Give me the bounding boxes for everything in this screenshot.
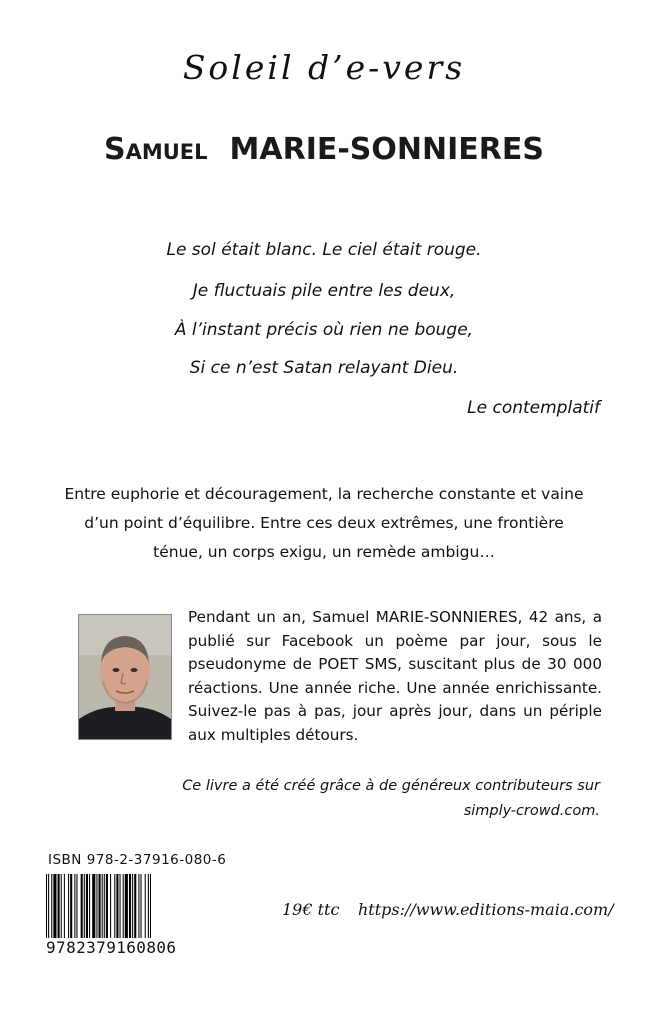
author-name	[0, 132, 648, 167]
poem-line: Si ce n’est Satan relayant Dieu.	[189, 358, 459, 378]
author-portrait-image	[79, 615, 171, 739]
credits-note	[150, 774, 600, 824]
isbn-number: ISBN 978-2-37916-080-6	[48, 852, 227, 868]
poem-line: Le sol était blanc. Le ciel était rouge.	[166, 240, 482, 260]
author-biography: Pendant un an, Samuel MARIE-SONNIERES, 42 ans, a publié sur Facebook un poème par jour, sous le pseudonyme de POET SMS, suscitant plus de 30 000 réactions. Une année riche. Une année enrichissante. Suivez-le pas à pas, jour après jour, dans un périple aux multiples détours.	[188, 608, 602, 744]
poem-signature: Le contemplatif	[467, 398, 600, 418]
publisher-website[interactable]: https://www.editions-maia.com/	[358, 900, 614, 919]
back-cover-blurb: Entre euphorie et découragement, la recherche constante et vaine d’un point d’équilibre. Entre ces deux extrêmes, une frontière ténue, un corps exigu, un remède ambigu…	[64, 485, 584, 561]
barcode-digits: 9782379160806	[46, 938, 192, 957]
book-title: Soleil d’e-vers	[182, 48, 466, 87]
credits-line: Ce livre a été créé grâce à de généreux contributeurs sur	[182, 778, 600, 794]
credits-link: simply-crowd.com.	[463, 803, 600, 819]
price: 19€ ttc	[282, 900, 340, 919]
author-photo	[78, 614, 172, 740]
author-last-name: MARIE-SONNIERES	[229, 132, 544, 167]
poem-line: Je fluctuais pile entre les deux,	[192, 281, 456, 301]
author-first-name: Samuel	[103, 132, 208, 167]
poem-line: À l’instant précis où rien ne bouge,	[174, 320, 474, 340]
